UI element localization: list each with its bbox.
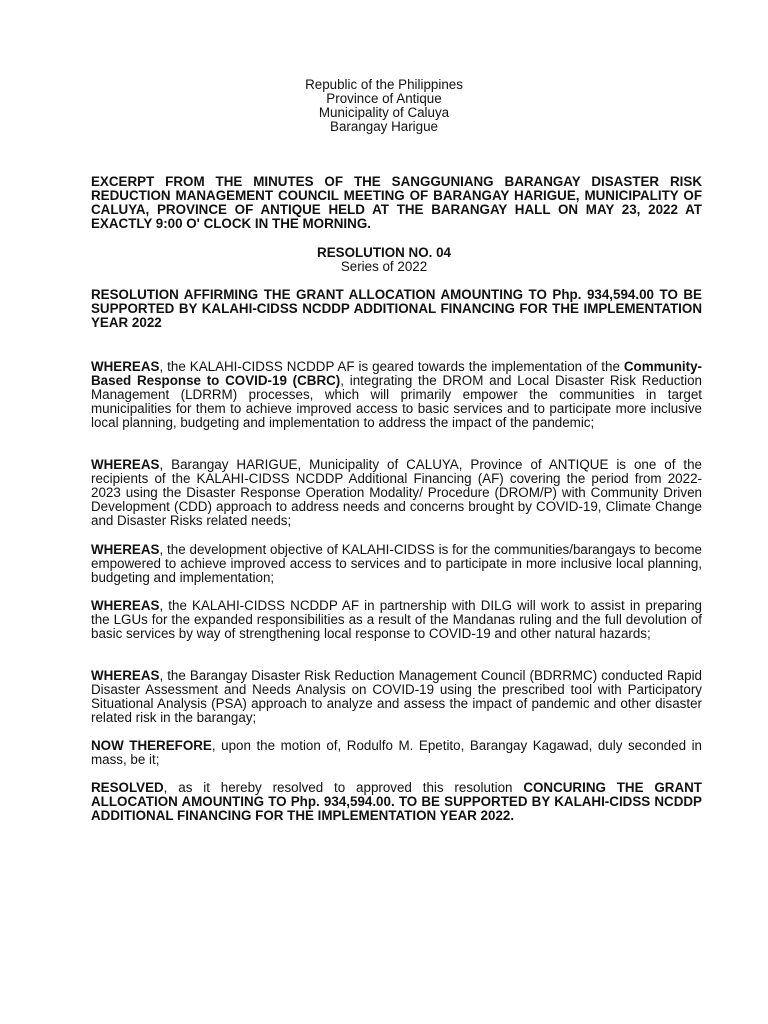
whereas-paragraph-4 [91, 599, 702, 641]
whereas-lead: WHEREAS [91, 668, 160, 683]
header-municipality: Municipality of Caluya [318, 105, 450, 120]
resolution-series: Series of 2022 [340, 259, 428, 274]
whereas-paragraph-1 [91, 360, 702, 430]
now-therefore-paragraph [91, 739, 702, 767]
resolution-number: RESOLUTION NO. 04 [317, 245, 451, 260]
resolution-title: RESOLUTION AFFIRMING THE GRANT ALLOCATION AMOUNTING TO Php. 934,594.00 TO BE SUPPORTED BY KALAHI-CIDSS NCDDP ADDITIONAL FINANCING FOR THE IMPLEMENTATION YEAR 2022 [91, 287, 702, 330]
resolved-lead: RESOLVED [91, 780, 164, 795]
whereas-lead: WHEREAS [91, 542, 160, 557]
paragraph-text: , the development objective of KALAHI-CIDSS is for the communities/barangays to become empowered to achieve improved access to services and to participate in more inclusive local planning, budgeting and implementation; [91, 542, 702, 585]
paragraph-text: , the KALAHI-CIDSS NCDDP AF is geared towards the implementation of the [159, 359, 624, 374]
paragraph-text: , integrating the DROM and Local Disaster Risk Reduction Management (LDRRM) processes, which will primarily empower the communities in target municipalities for them to achieve improved access to basic services and to participate more inclusive local planning, budgeting and implementation to address the impact of the pandemic; [91, 373, 702, 430]
resolved-paragraph [91, 781, 702, 823]
whereas-lead: WHEREAS [91, 457, 160, 472]
paragraph-text: , Barangay HARIGUE, Municipality of CALUYA, Province of ANTIQUE is one of the recipients of the KALAHI-CIDSS NCDDP Additional Financing (AF) covering the period from 2022- 2023 using the Disaster Response Operation Modality/ Procedure (DROM/P) with Community Driven Development (CDD) approach to address needs and concerns brought by COVID-19, Climate Change and Disaster Risks related needs; [91, 457, 702, 528]
whereas-lead: WHEREAS [91, 359, 160, 374]
concurring-emphasis: CONCURING THE GRANT ALLOCATION AMOUNTING TO Php. 934,594.00. TO BE SUPPORTED BY KALAHI-CIDSS NCDDP ADDITIONAL FINANCING FOR THE IMPLEMENTATION YEAR 2022. [91, 780, 702, 823]
whereas-paragraph-2 [91, 458, 702, 528]
paragraph-text: , as it hereby resolved to approved this resolution [163, 780, 524, 795]
resolution-number-block [0, 246, 768, 274]
document-header [0, 78, 768, 134]
whereas-paragraph-3 [91, 543, 702, 585]
paragraph-text: , the KALAHI-CIDSS NCDDP AF in partnership with DILG will work to assist in preparing the LGUs for the expanded responsibilities as a result of the Mandanas ruling and the full devolution of basic services by way of strengthening local response to COVID-19 and other natural hazards; [91, 598, 702, 641]
paragraph-text: , the Barangay Disaster Risk Reduction Management Council (BDRRMC) conducted Rapid Disaster Assessment and Needs Analysis on COVID-19 using the prescribed tool with Participatory Situational Analysis (PSA) approach to analyze and assess the impact of pandemic and other disaster related risk in the barangay; [91, 668, 702, 725]
paragraph-text: , upon the motion of, Rodulfo M. Epetito, Barangay Kagawad, duly seconded in mass, be it; [91, 738, 702, 767]
whereas-paragraph-5 [91, 669, 702, 725]
excerpt-heading: EXCERPT FROM THE MINUTES OF THE SANGGUNIANG BARANGAY DISASTER RISK REDUCTION MANAGEMENT COUNCIL MEETING OF BARANGAY HARIGUE, MUNICIPALITY OF CALUYA, PROVINCE OF ANTIQUE HELD AT THE BARANGAY HALL ON MAY 23, 2022 AT EXACTLY 9:00 O' CLOCK IN THE MORNING. [91, 174, 702, 231]
cbrc-emphasis: Community-Based Response to COVID-19 (CBRC) [91, 359, 702, 388]
header-republic: Republic of the Philippines [305, 77, 463, 92]
header-barangay: Barangay Harigue [330, 119, 438, 134]
whereas-lead: WHEREAS [91, 598, 160, 613]
now-therefore-lead: NOW THEREFORE [91, 738, 212, 753]
header-province: Province of Antique [326, 91, 442, 106]
